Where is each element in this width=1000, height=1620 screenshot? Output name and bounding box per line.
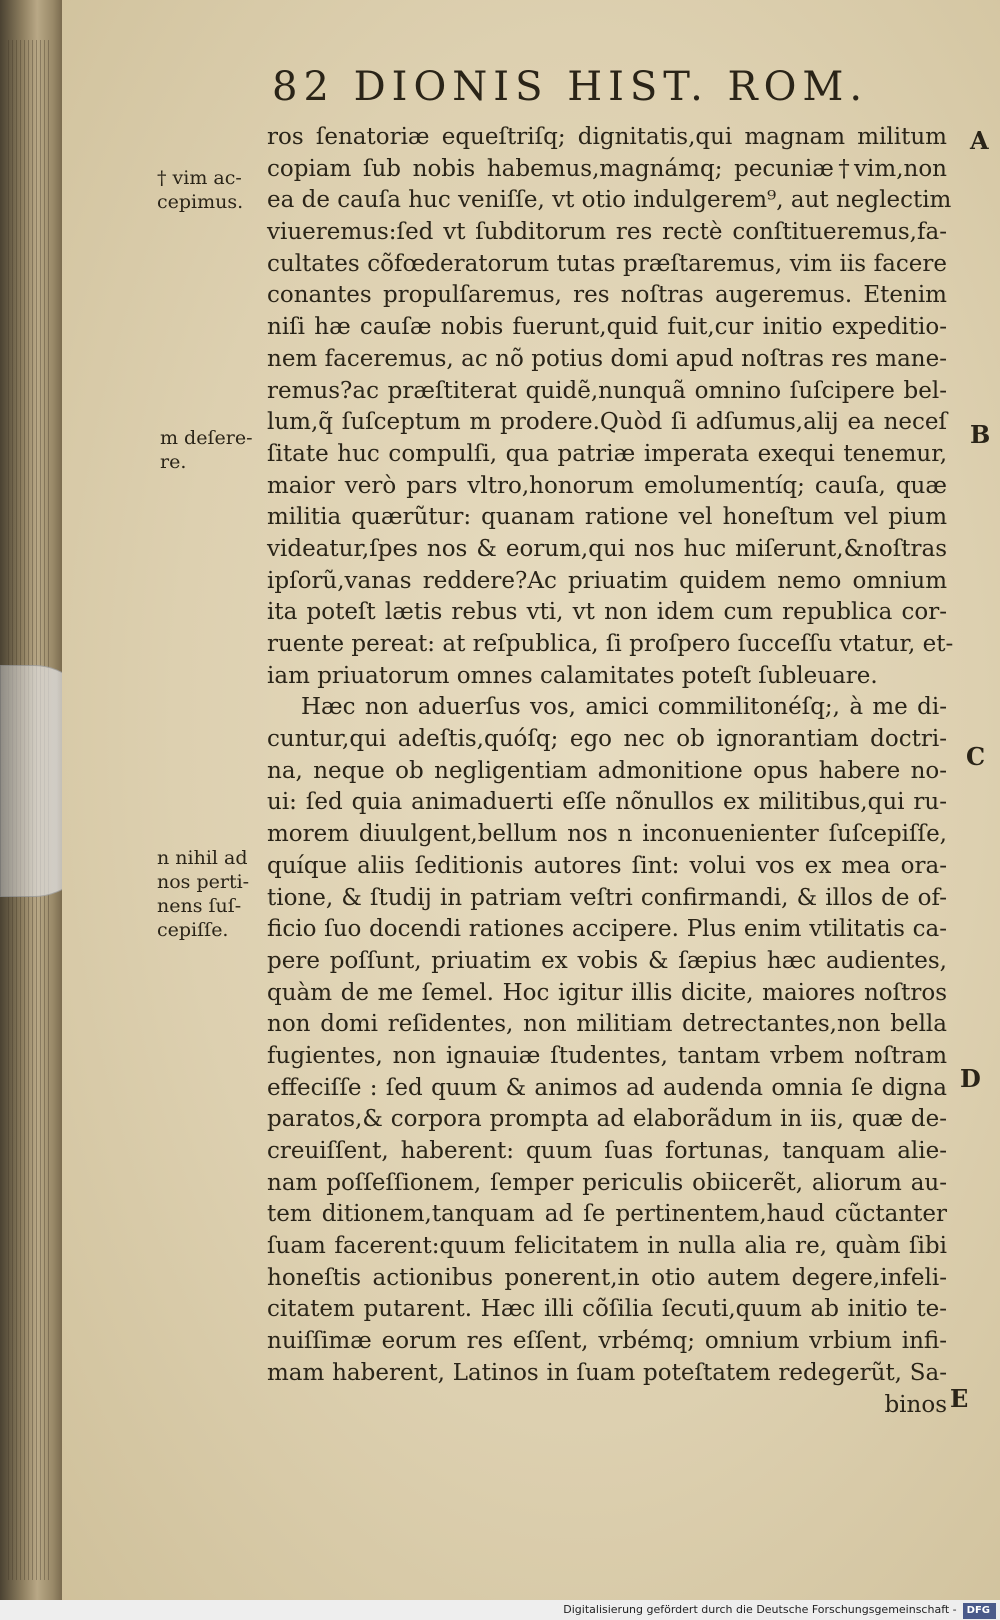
- section-letter: B: [970, 420, 991, 449]
- text-line: videatur,ſpes nos & eorum,qui nos huc miſerunt,&noſtras: [267, 535, 947, 562]
- text-line: cultates cõfœderatorum tutas præſtaremus, vim iis facere: [267, 250, 947, 277]
- text-line: ſitate huc compulſi, qua patriæ imperata exequi tenemur,: [267, 440, 947, 467]
- text-line: copiam ſub nobis habemus,magnámq; pecuniæ†vim,non: [267, 155, 947, 182]
- digitization-footer: [0, 1600, 1000, 1620]
- margin-note: [157, 846, 249, 942]
- main-text: [267, 122, 954, 1421]
- margin-note-line: re.: [160, 451, 187, 473]
- section-letter: A: [970, 126, 989, 155]
- text-line: tem ditionem,tanquam ad ſe pertinentem,haud cũctanter: [267, 1201, 947, 1228]
- text-line: nuiſſimæ eorum res eſſent, vrbémq; omnium vrbium infi-: [267, 1328, 947, 1355]
- margin-note-line: nos perti-: [157, 871, 250, 893]
- text-line: maior verò pars vltro,honorum emolumentíq; cauſa, quæ: [267, 472, 947, 499]
- section-letter: D: [960, 1064, 981, 1093]
- text-line: creuiſſent, haberent: quum ſuas fortunas, tanquam alie-: [267, 1138, 947, 1164]
- text-line: ipſorũ,vanas reddere?Ac priuatim quidem nemo omnium: [267, 567, 947, 594]
- text-line: ficio ſuo docendi rationes accipere. Plus enim vtilitatis ca-: [267, 916, 947, 943]
- text-line: mam haberent, Latinos in ſuam poteſtatem redegerũt, Sa-: [267, 1359, 947, 1386]
- text-line: ea de cauſa huc veniſſe, vt otio indulgerem⁹, aut neglectim: [267, 187, 952, 214]
- text-line: militia quærũtur: quanam ratione vel honeſtum vel pium: [267, 504, 947, 531]
- text-line: lum,q̃ ſuſceptum m prodere.Quòd ſi adſumus,alij ea neceſ: [267, 409, 947, 436]
- text-line: morem diuulgent,bellum nos n inconuenienter ſuſcepiſſe,: [267, 821, 947, 848]
- text-line: fugientes, non ignauiæ ſtudentes, tantam vrbem noſtram: [267, 1042, 947, 1069]
- text-line: ui: ſed quia animaduerti eſſe nõnullos ex militibus,qui ru-: [267, 789, 947, 816]
- text-line: na, neque ob negligentiam admonitione opus habere no-: [267, 757, 947, 784]
- text-line: quàm de me ſemel. Hoc igitur illis dicite, maiores noſtros: [267, 979, 947, 1006]
- text-line: Hæc non aduerſus vos, amici commilitonéſq;, à me di-: [301, 694, 947, 721]
- book-page: [62, 0, 1000, 1620]
- text-line: nam poſſeſſionem, ſemper periculis obiicerẽt, aliorum au-: [267, 1169, 947, 1196]
- text-line: conantes propulſaremus, res noſtras augeremus. Etenim: [267, 282, 947, 309]
- catchword: binos: [884, 1391, 947, 1418]
- text-line: remus?ac præſtiterat quidẽ,nunquã omnino ſuſcipere bel-: [267, 377, 947, 404]
- text-line: non domi reſidentes, non militiam detrectantes,non bella: [267, 1011, 947, 1038]
- text-line: viueremus:ſed vt ſubditorum res rectè conſtitueremus,fa-: [267, 219, 947, 246]
- margin-note: [160, 426, 253, 474]
- text-line: effeciſſe : ſed quum & animos ad audenda omnia ſe digna: [267, 1074, 947, 1101]
- margin-note-line: cepimus.: [157, 191, 244, 213]
- dfg-logo: DFG: [963, 1603, 996, 1619]
- margin-note-line: cepiſſe.: [157, 919, 229, 941]
- text-line: iam priuatorum omnes calamitates poteſt ſubleuare.: [267, 662, 878, 689]
- text-line: tione, & ſtudij in patriam veſtri confirmandi, & illos de of-: [267, 884, 947, 911]
- margin-note-line: † vim ac-: [157, 167, 242, 189]
- margin-note-line: m deſere-: [160, 427, 253, 449]
- text-line: niſi hæ cauſæ nobis fuerunt,quid fuit,cur initio expeditio-: [267, 314, 947, 341]
- footer-text: Digitalisierung gefördert durch die Deutsche Forschungsgemeinschaft -: [563, 1603, 957, 1616]
- text-line: ruente pereat: at reſpublica, ſi proſpero ſucceſſu vtatur, et-: [267, 631, 954, 657]
- text-line: ros ſenatoriæ equeſtriſq; dignitatis,qui magnam militum: [267, 124, 947, 150]
- text-line: ita poteſt lætis rebus vti, vt non idem cum republica cor-: [267, 599, 947, 626]
- text-line: cuntur,qui adeſtis,quóſq; ego nec ob ignorantiam doctri-: [267, 726, 947, 753]
- text-line: paratos,& corpora prompta ad elaborãdum in iis, quæ de-: [267, 1106, 947, 1133]
- text-line: honeſtis actionibus ponerent,in otio autem degere,infeli-: [267, 1264, 947, 1291]
- text-line: pere poſſunt, priuatim ex vobis & ſæpius hæc audientes,: [267, 947, 947, 974]
- margin-note-line: n nihil ad: [157, 847, 248, 869]
- section-letter: C: [966, 742, 986, 771]
- text-line: ſuam facerent:quum felicitatem in nulla alia re, quàm ſibi: [267, 1233, 947, 1260]
- text-line: citatem putarent. Hæc illi cõſilia ſecuti,quum ab initio te-: [267, 1296, 947, 1323]
- margin-note-line: nens ſuſ-: [157, 895, 242, 917]
- text-line: nem faceremus, ac nõ potius domi apud noſtras res mane-: [267, 345, 947, 372]
- section-letter: E: [950, 1384, 969, 1413]
- running-head: 82 DIONIS HIST. ROM.: [272, 64, 869, 110]
- margin-note: [157, 166, 243, 214]
- text-line: quíque aliis ſeditionis autores ſint: volui vos ex mea ora-: [267, 852, 947, 879]
